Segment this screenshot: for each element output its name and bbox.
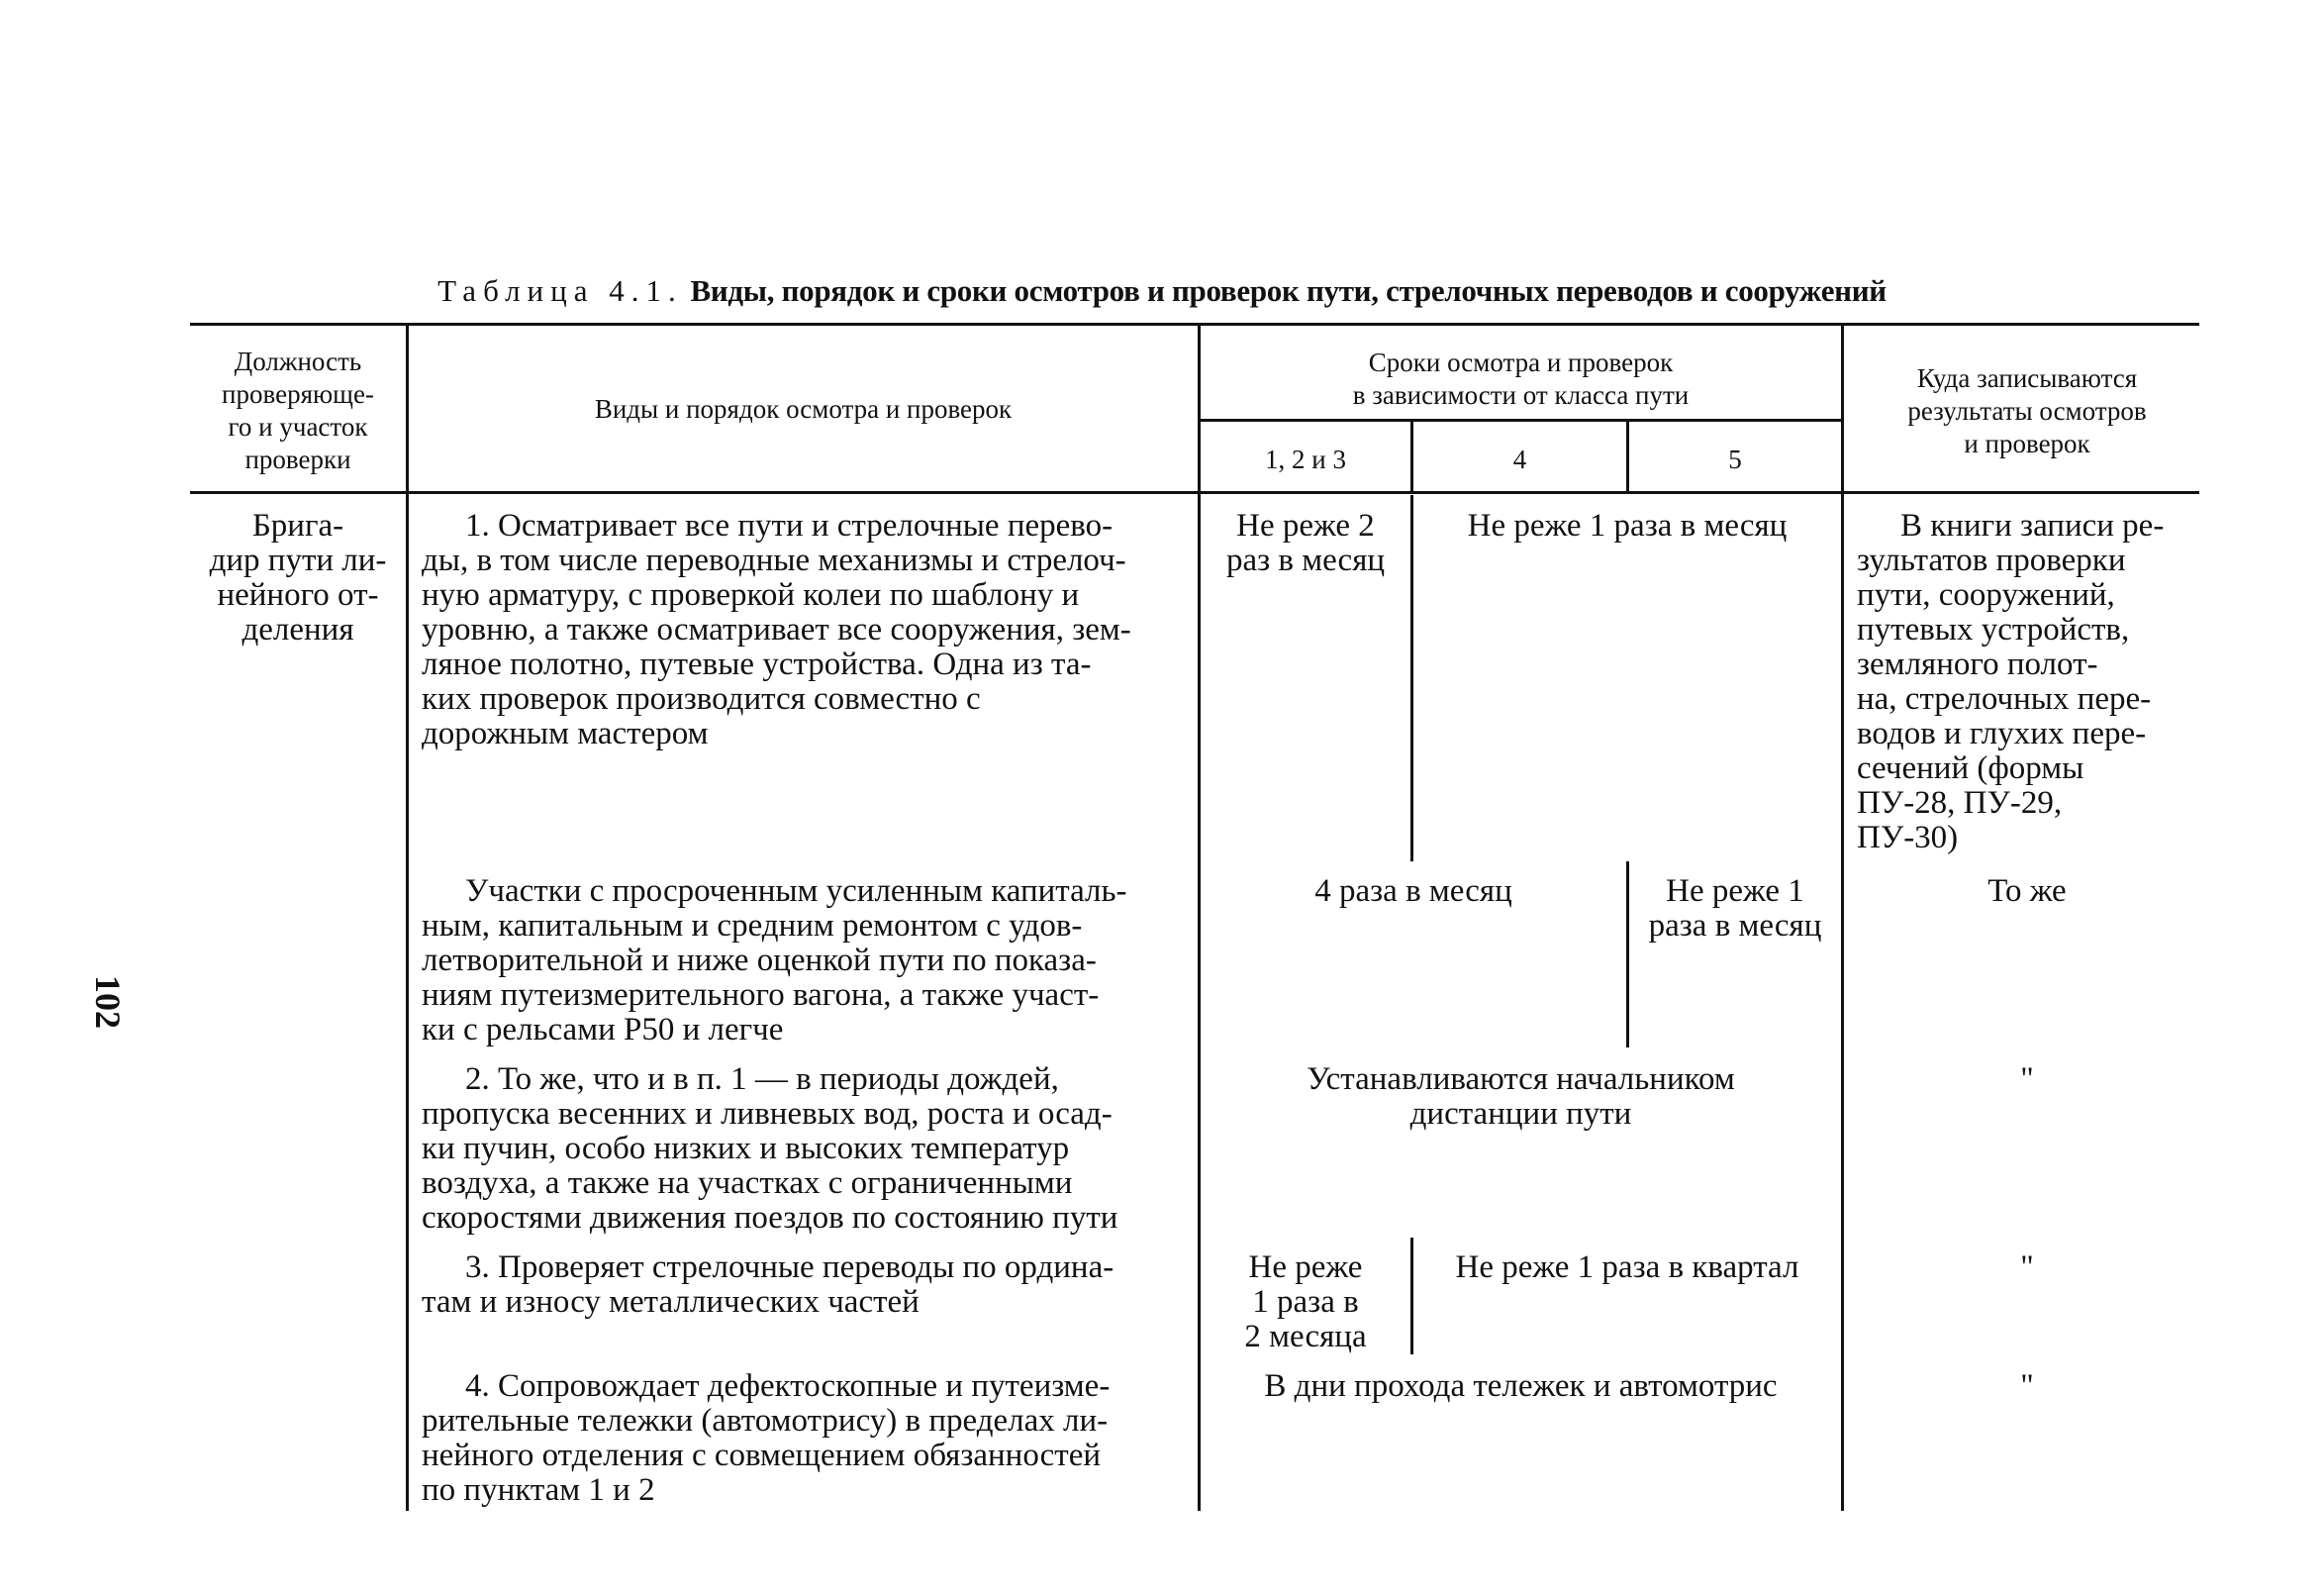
row3-term-all: Устанавливаются начальником дистанции пути (1307, 1061, 1735, 1132)
row2-records: То же (1987, 873, 2067, 909)
position-cell: Брига- дир пути ли- нейного от- деления (209, 508, 387, 648)
col-divider-1 (406, 323, 409, 1511)
row5-records: " (2020, 1368, 2034, 1404)
header-records: Куда записываются результаты осмотров и проверок (1907, 363, 2147, 458)
table-top-rule (190, 323, 2199, 326)
row2-term-class-1234: 4 раза в месяц (1314, 873, 1512, 909)
row4-text: 3. Проверяет стрелочные переводы по ордина- там и износу металлических частей (422, 1249, 1114, 1320)
row5-term-all: В дни прохода тележек и автомотрис (1264, 1368, 1778, 1404)
table-title-text: Виды, порядок и сроки осмотров и проверок пути, стрелочных переводов и сооружений (690, 273, 1887, 308)
terms-header-divider (1198, 419, 1841, 422)
row1-records: В книги записи ре- зультатов проверки пути, сооружений, путевых устройств, земляного полот- на, стрелочных пере- водов и глухих пере- сечений (формы ПУ-28, ПУ-29, ПУ-30) (1857, 508, 2165, 855)
row1-divider-123 (1410, 495, 1413, 861)
row4-term-class-45: Не реже 1 раза в квартал (1455, 1249, 1799, 1285)
row3-text: 2. То же, что и в п. 1 — в периоды дождей, пропуска весенних и ливневых вод, роста и осад- ки пучин, особо низких и высоких температур воздуха, а также на участках с ограниченными скоростями движения поездов по состоянию пути (422, 1061, 1118, 1236)
row3-records: " (2020, 1061, 2034, 1097)
row2-term-class-5: Не реже 1 раза в месяц (1648, 873, 1822, 944)
header-class-123: 1, 2 и 3 (1265, 445, 1346, 474)
table-title-lead: Таблица 4.1. (437, 273, 683, 308)
header-class-4: 4 (1512, 445, 1527, 474)
row5-text: 4. Сопровождает дефектоскопные и путеизме- рительные тележки (автомотрису) в пределах ли- нейного отделения с совмещением обязанностей по пунктам 1 и 2 (422, 1368, 1111, 1508)
table-title (0, 273, 2324, 309)
header-terms: Сроки осмотра и проверок в зависимости от класса пути (1352, 348, 1690, 410)
row4-term-class-123: Не реже 1 раза в 2 месяца (1244, 1249, 1367, 1354)
row2-text: Участки с просроченным усиленным капиталь- ным, капитальным и средним ремонтом с удов- летворительной и ниже оценкой пути по показа- ниям путеизмерительного вагона, а также участ- ки с рельсами Р50 и легче (422, 873, 1127, 1047)
header-bottom-rule (190, 491, 2199, 494)
col-divider-3 (1841, 323, 1844, 1511)
row1-term-class-45: Не реже 1 раза в месяц (1467, 508, 1788, 544)
row1-term-class-123: Не реже 2 раз в месяц (1225, 508, 1386, 578)
header-position: Должность проверяюще- го и участок проверки (222, 347, 374, 474)
header-class-5: 5 (1728, 445, 1742, 474)
row4-records: " (2020, 1249, 2034, 1285)
row1-text: 1. Осматривает все пути и стрелочные перево- ды, в том числе переводные механизмы и стрелоч- ную арматуру, с проверкой колеи по шаблону и уровню, а также осматривает все сооружения, зем- ляное полотно, путевые устройства. Одна из та- ких проверок производится совместно с дорожным мастером (422, 508, 1131, 751)
header-types: Виды и порядок осмотра и проверок (594, 394, 1013, 424)
page-number: 102 (88, 975, 128, 1029)
